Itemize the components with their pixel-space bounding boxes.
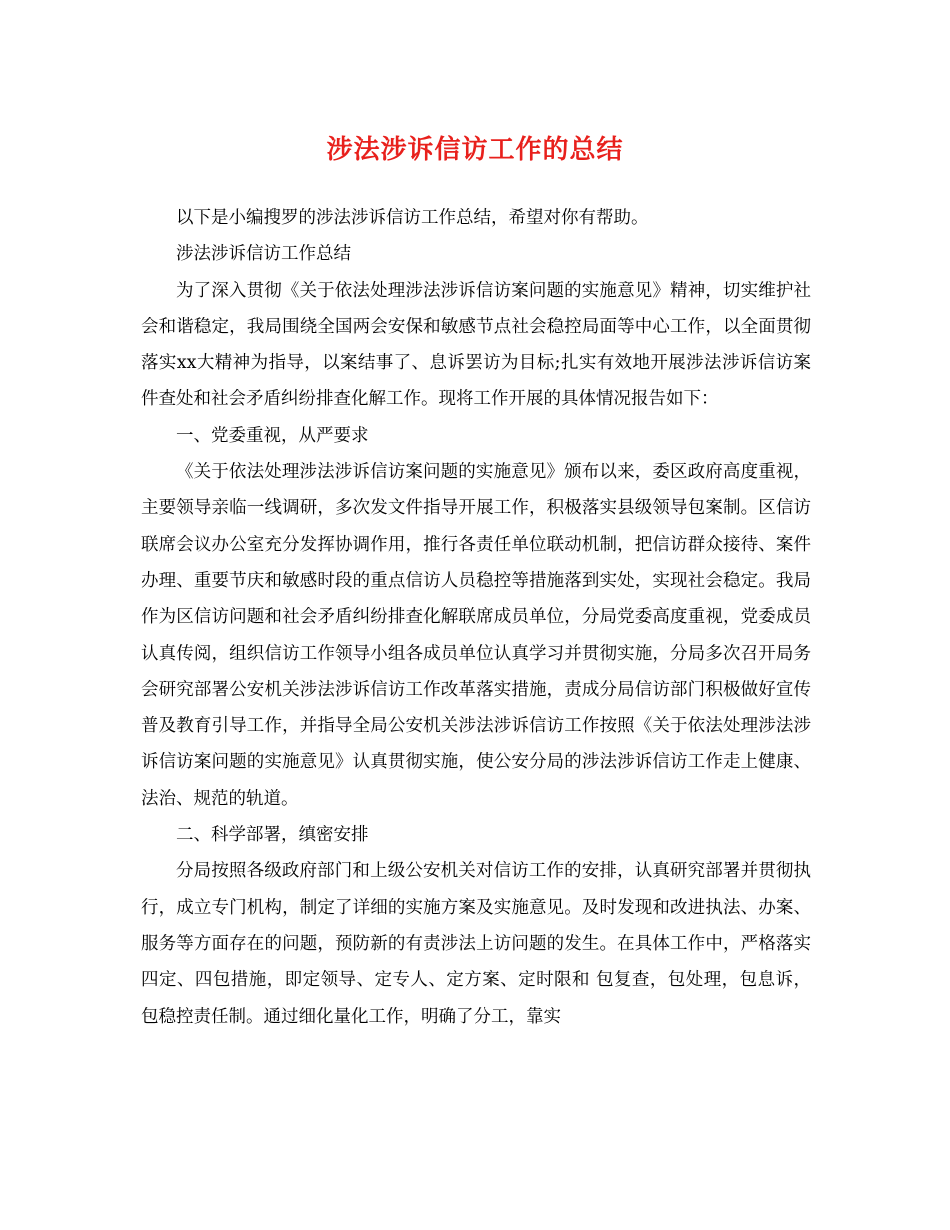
section-heading: 二、科学部署，缜密安排	[176, 825, 369, 846]
document-body	[141, 200, 811, 1035]
document-title: 涉法涉诉信访工作的总结	[326, 135, 624, 165]
body-paragraph: 分局按照各级政府部门和上级公安机关对信访工作的安排，认真研究部署并贯彻执行，成立专门机构，制定了详细的实施方案及实施意见。及时发现和改进执法、办案、服务等方面存在的问题，预防新的有责涉法上访问题的发生。在具体工作中，严格落实四定、四包措施，即定领导、定专人、定方案、定时限和 包复查，包处理，包息诉，包稳控责任制。通过细化量化工作，明确了分工，靠实	[141, 861, 811, 1027]
subtitle-paragraph: 涉法涉诉信访工作总结	[176, 244, 351, 265]
body-paragraph: 为了深入贯彻《关于依法处理涉法涉诉信访案问题的实施意见》精神，切实维护社会和谐稳定，我局围绕全国两会安保和敏感节点社会稳控局面等中心工作，以全面贯彻落实xx大精神为指导，以案结事了、息诉罢访为目标;扎实有效地开展涉法涉诉信访案件查处和社会矛盾纠纷排查化解工作。现将工作开展的具体情况报告如下：	[141, 280, 811, 410]
intro-paragraph: 以下是小编搜罗的涉法涉诉信访工作总结，希望对你有帮助。	[176, 208, 649, 228]
body-paragraph: 《关于依法处理涉法涉诉信访案问题的实施意见》颁布以来，委区政府高度重视，主要领导亲临一线调研，多次发文件指导开展工作，积极落实县级领导包案制。区信访联席会议办公室充分发挥协调作用，推行各责任单位联动机制，把信访群众接待、案件办理、重要节庆和敏感时段的重点信访人员稳控等措施落到实处，实现社会稳定。我局作为区信访问题和社会矛盾纠纷排查化解联席成员单位，分局党委高度重视，党委成员认真传阅，组织信访工作领导小组各成员单位认真学习并贯彻实施，分局多次召开局务会研究部署公安机关涉法涉诉信访工作改革落实措施，责成分局信访部门积极做好宣传普及教育引导工作，并指导全局公安机关涉法涉诉信访工作按照《关于依法处理涉法涉诉信访案问题的实施意见》认真贯彻实施，使公安分局的涉法涉诉信访工作走上健康、法治、规范的轨道。	[141, 462, 811, 809]
section-heading: 一、党委重视，从严要求	[176, 425, 369, 446]
